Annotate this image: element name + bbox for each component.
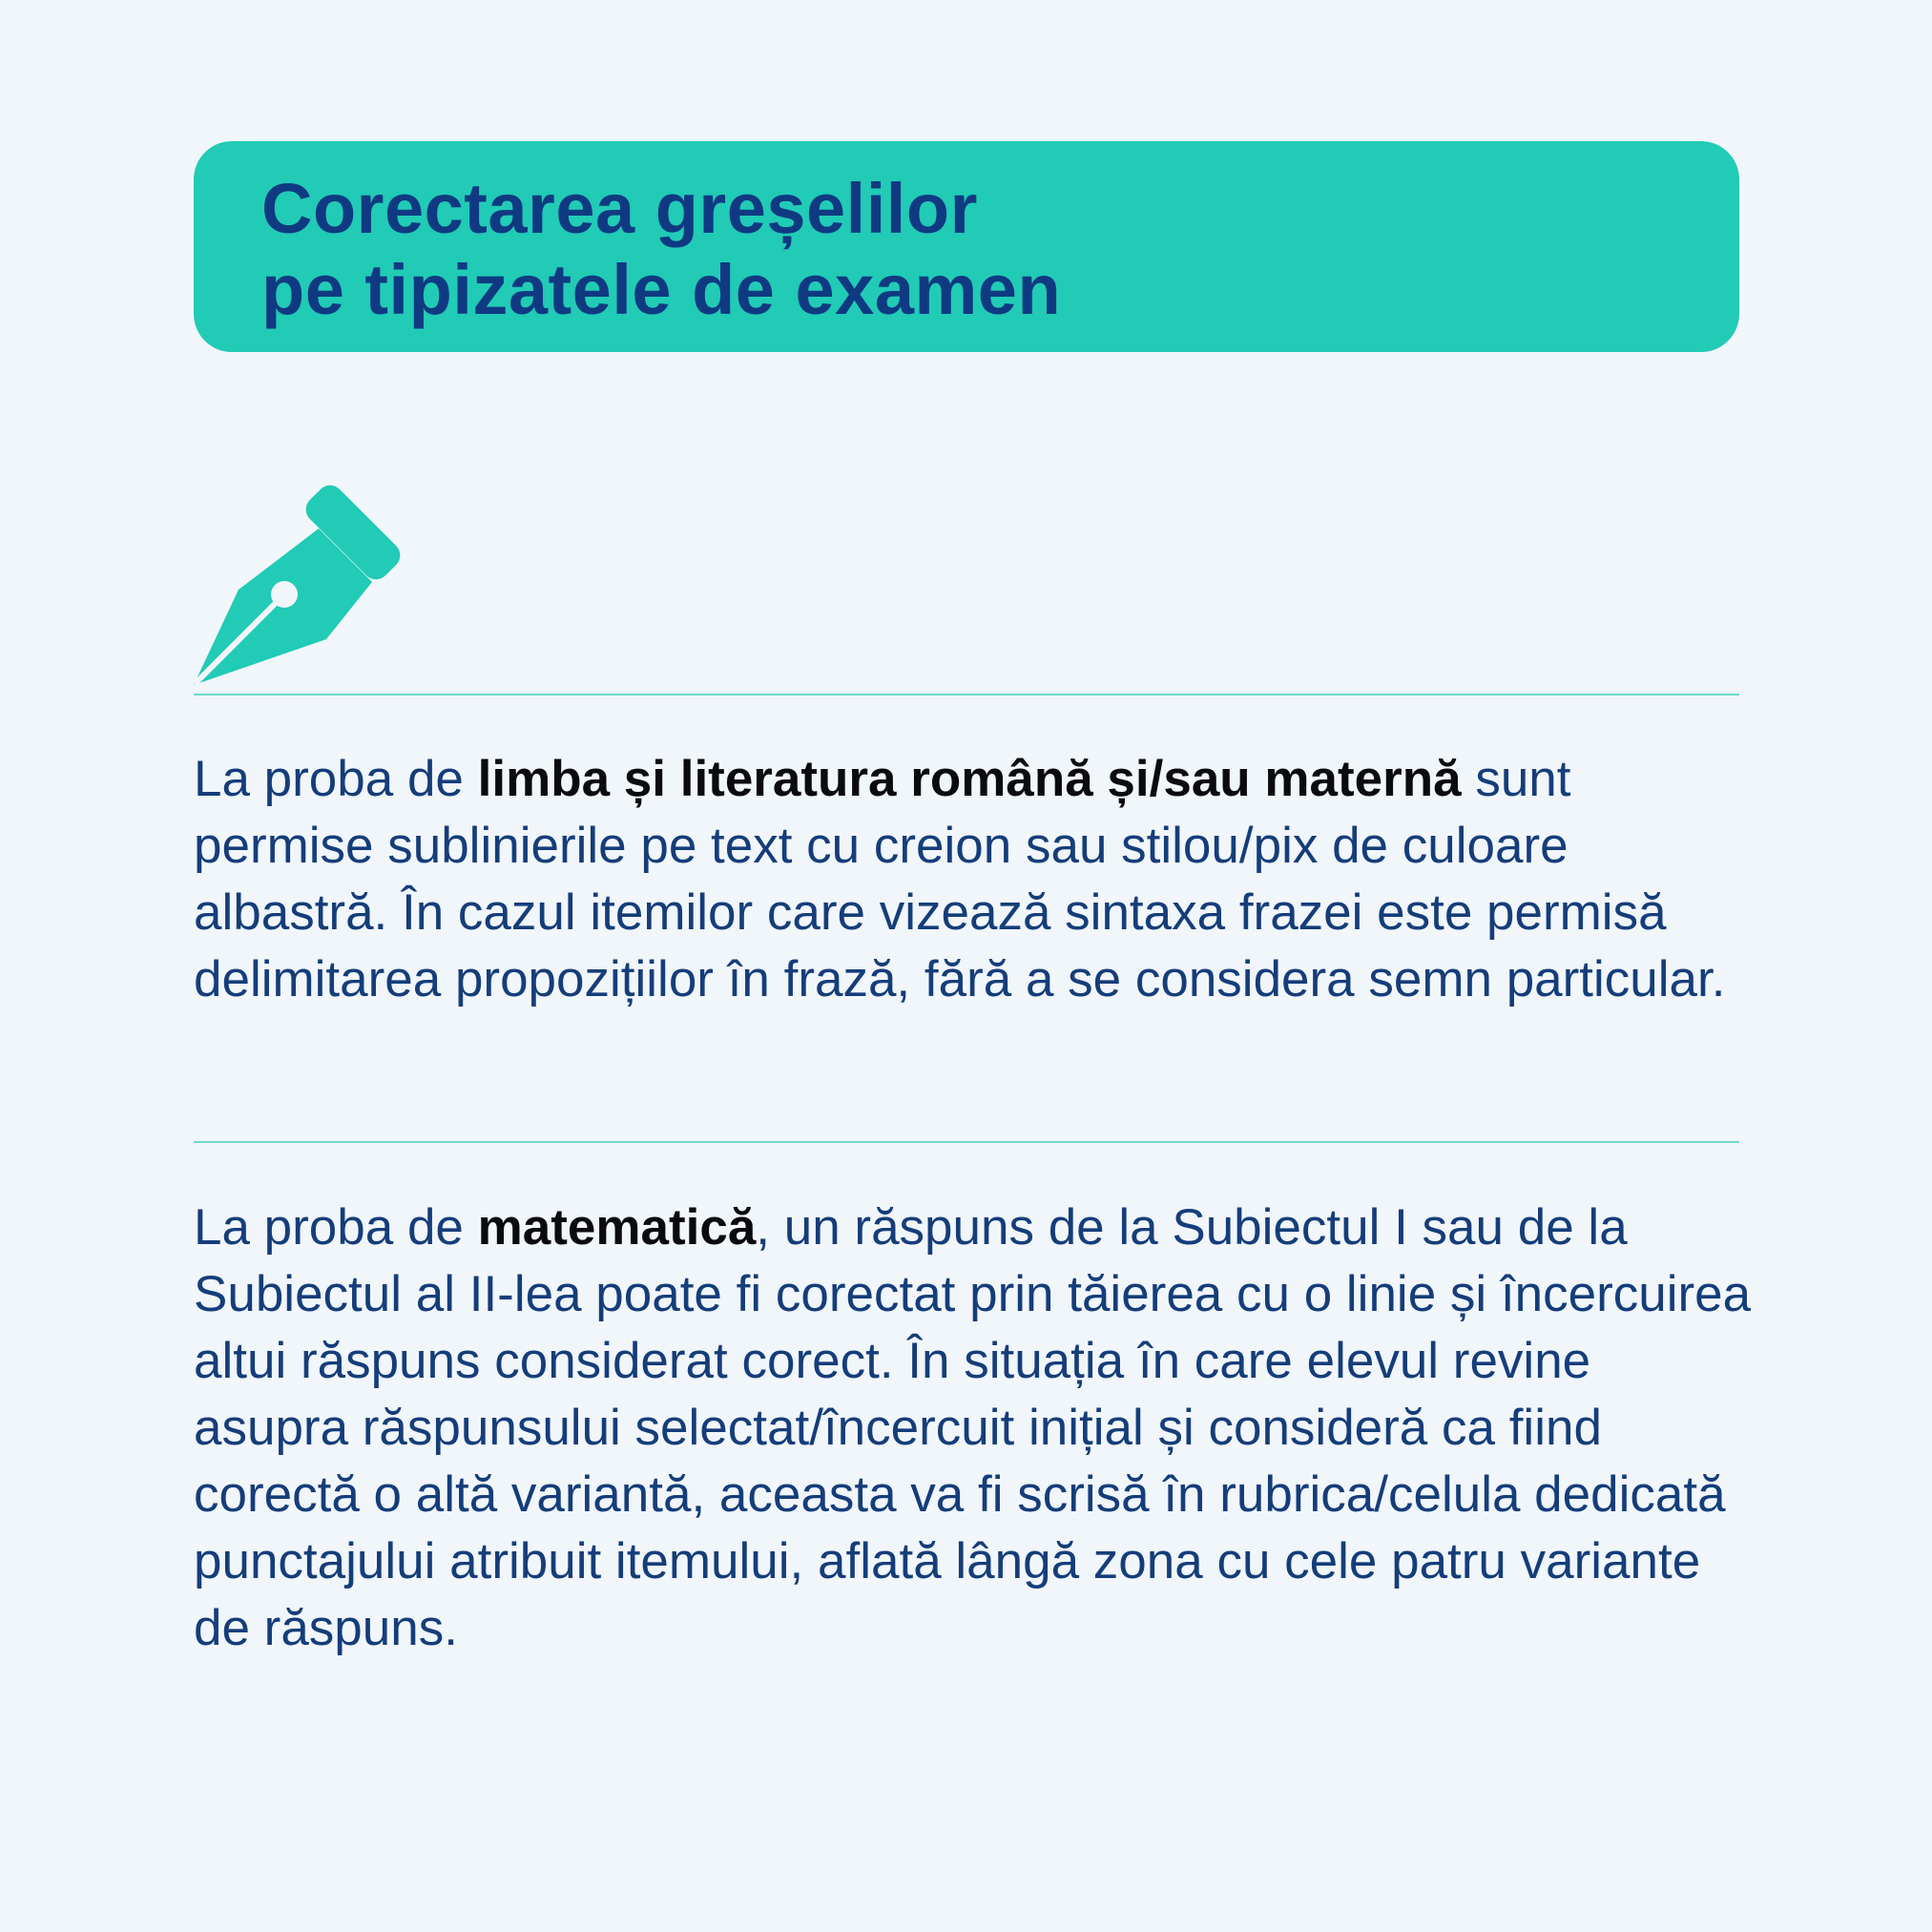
- page-title-line-1: Corectarea greșelilor: [261, 169, 978, 248]
- page-title-line-2: pe tipizatele de examen: [261, 250, 1062, 329]
- divider: [194, 694, 1739, 696]
- paragraph-text: , un răspuns de la Subiectul I sau de la Subiectul al II-lea poate fi corectat prin tăierea cu o linie și încercuirea altui răspuns considerat corect. În situația în care elevul revine asupra răspunsului selectat/încercuit inițial și consideră ca fiind corectă o altă variantă, aceasta va fi scrisă în rubrica/celula dedicată punctajului atribuit itemului, aflată lângă zona cu cele patru variante de răspuns.: [194, 1199, 1752, 1656]
- paragraph-bold-subject: limba și literatura română și/sau maternă: [477, 751, 1462, 807]
- paragraph-bold-subject: matematică: [477, 1199, 757, 1256]
- paragraph-romanian-exam: [194, 746, 1758, 1013]
- fountain-pen-icon: [191, 467, 412, 689]
- paragraph-text: La proba de: [194, 1199, 478, 1256]
- paragraph-text: La proba de: [194, 751, 478, 807]
- paragraph-math-exam: [194, 1195, 1758, 1662]
- divider: [194, 1141, 1739, 1143]
- paragraph-text: sunt permise sublinierile pe text cu creion sau stilou/pix de culoare albastră. În cazul itemilor care vizează sintaxa frazei este permisă delimitarea propozițiilor în frază, fără a se considera semn particular.: [194, 751, 1726, 1008]
- title-banner: [194, 141, 1739, 352]
